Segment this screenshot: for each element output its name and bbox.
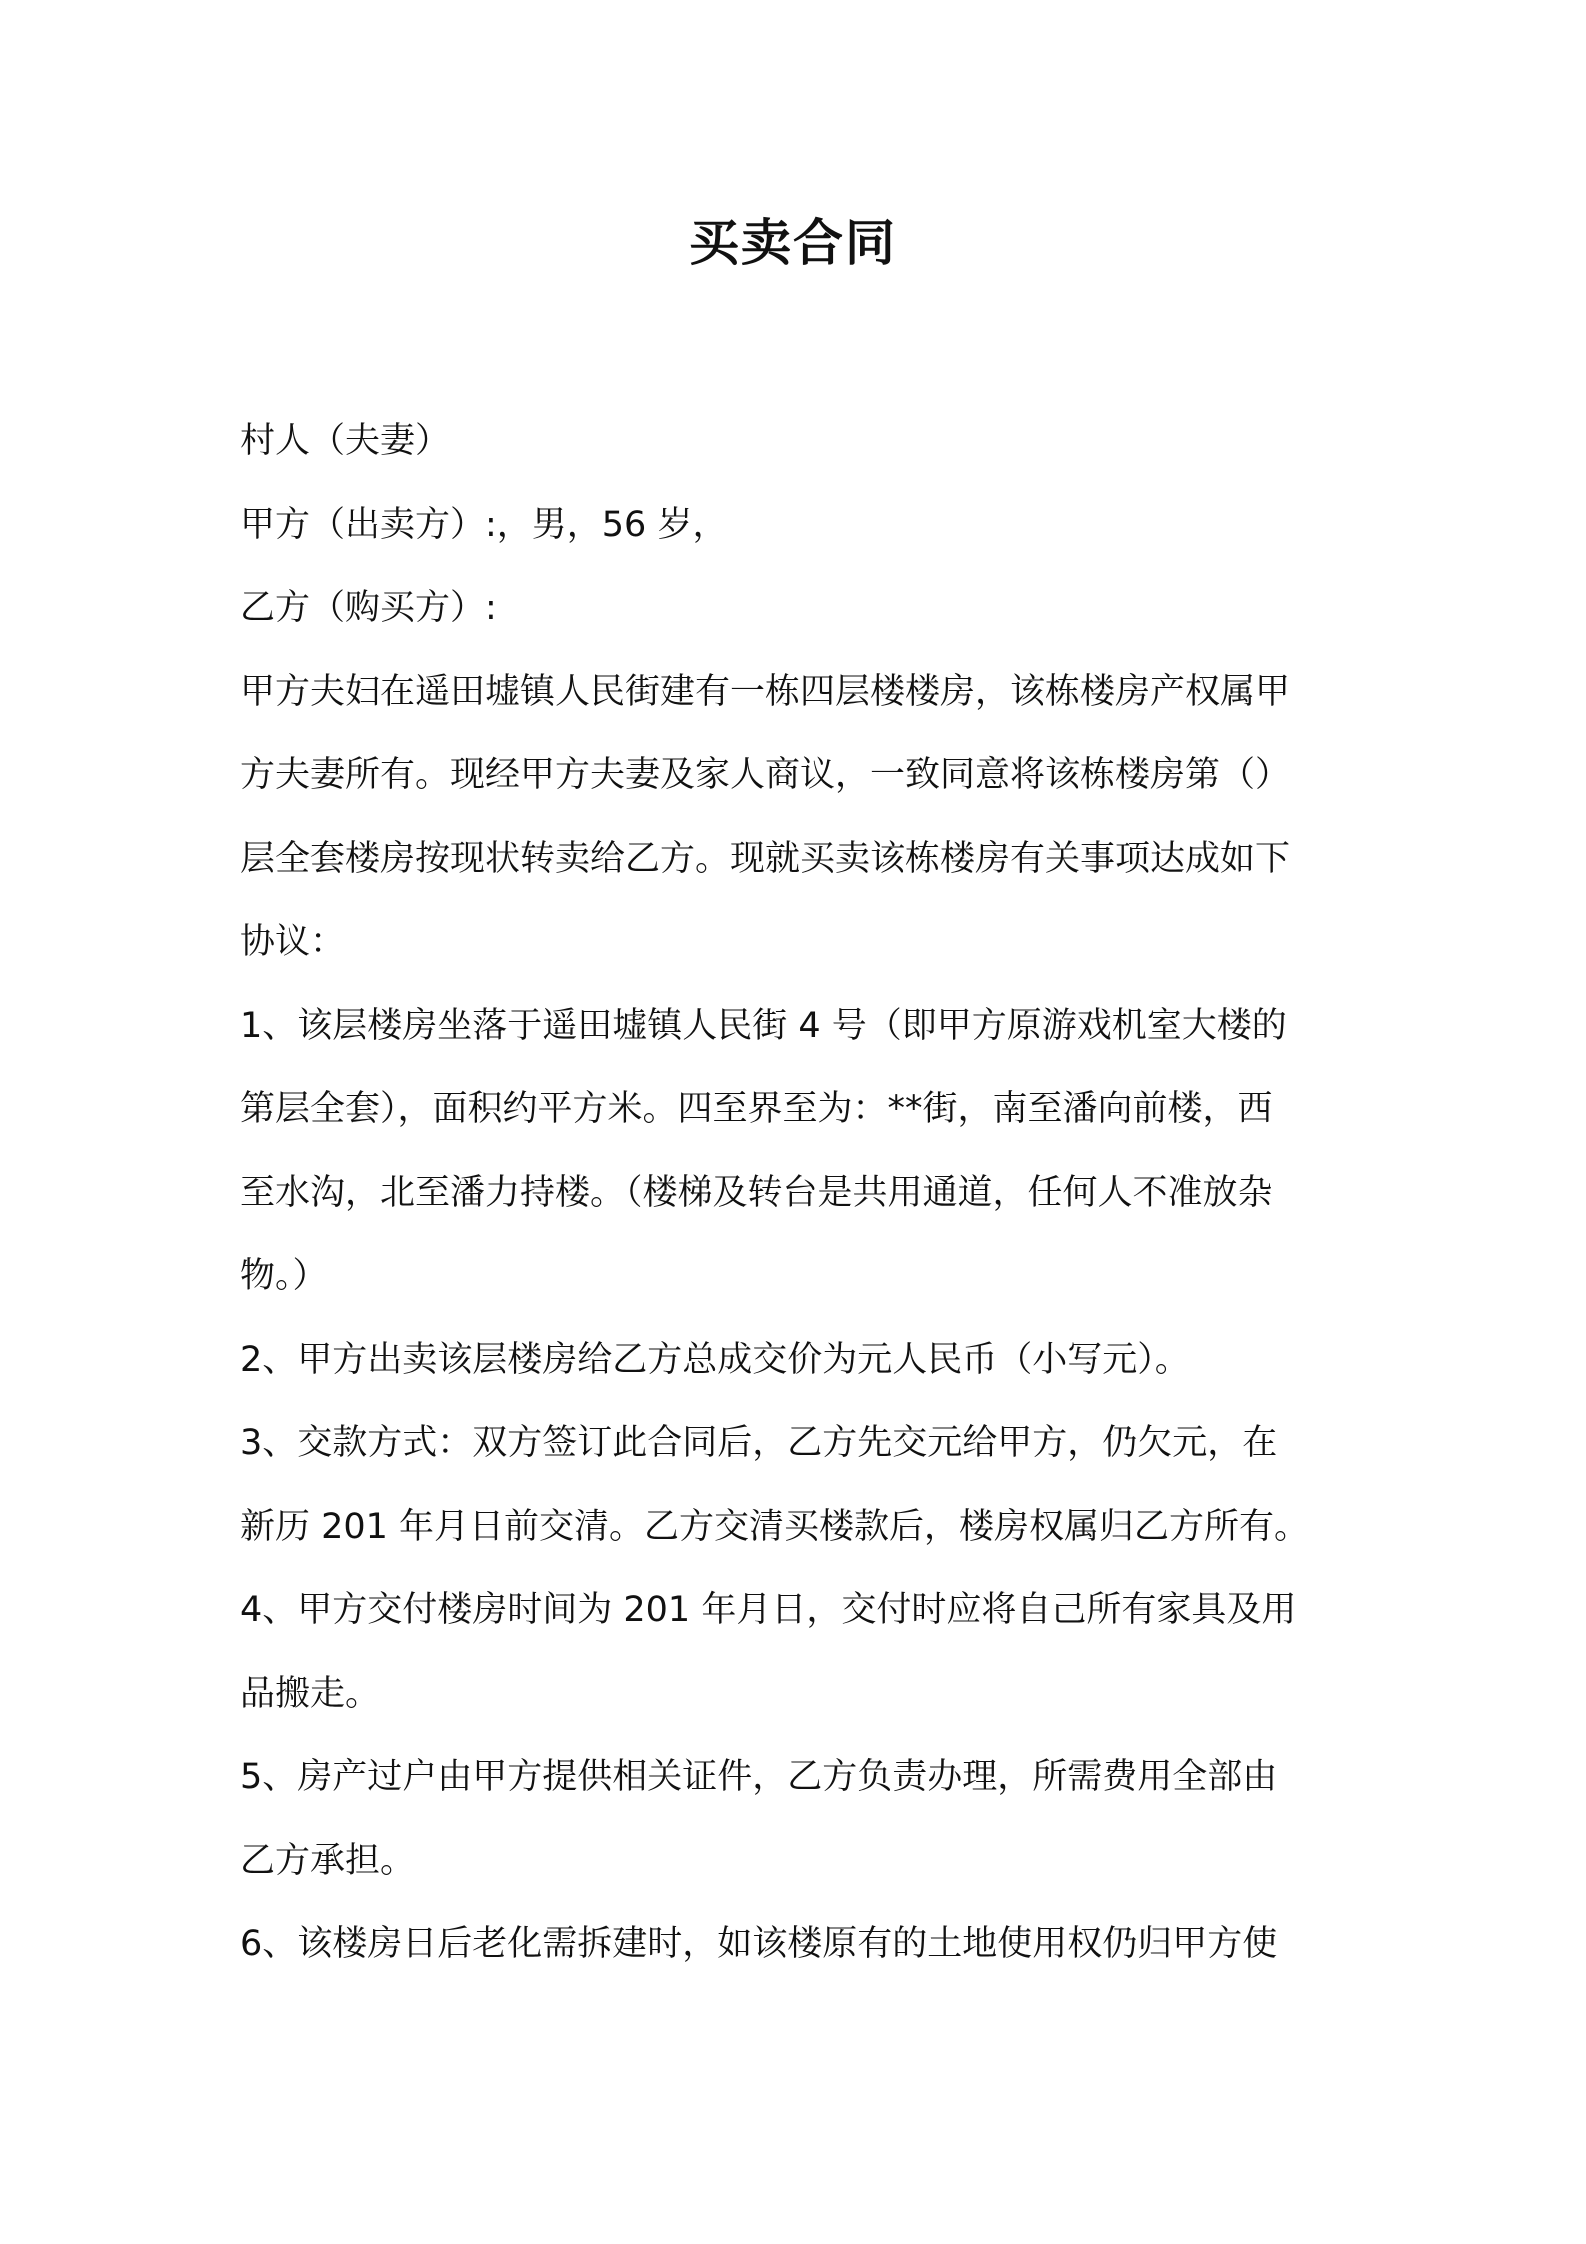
party-intro-line: 村人（夫妻） <box>240 421 451 461</box>
clause-4-line: 品搬走。 <box>240 1673 381 1714</box>
clause-3-line: 新历 201 年月日前交清。乙方交清买楼款后，楼房权属归乙方所有。 <box>240 1506 1310 1547</box>
clause-3-line: 3、交款方式：双方签订此合同后，乙方先交元给甲方，仍欠元，在 <box>240 1423 1278 1463</box>
clause-5-line: 乙方承担。 <box>240 1840 416 1881</box>
clause-4-line: 4、甲方交付楼房时间为 201 年月日，交付时应将自己所有家具及用 <box>240 1590 1297 1630</box>
party-a-line: 甲方（出卖方）:，男，56 岁， <box>240 504 728 545</box>
clause-1-line: 物。） <box>240 1256 328 1296</box>
preamble-line: 方夫妻所有。现经甲方夫妻及家人商议，一致同意将该栋楼房第（） <box>240 755 1291 795</box>
preamble-line: 层全套楼房按现状转卖给乙方。现就买卖该栋楼房有关事项达成如下 <box>240 838 1291 879</box>
document-title: 买卖合同 <box>689 214 897 272</box>
preamble-line: 协议： <box>240 922 346 962</box>
clause-1-line: 至水沟，北至潘力持楼。（楼梯及转台是共用通道，任何人不准放杂 <box>240 1172 1273 1213</box>
preamble-line: 甲方夫妇在遥田墟镇人民街建有一栋四层楼楼房，该栋楼房产权属甲 <box>240 671 1291 712</box>
clause-2-line: 2、甲方出卖该层楼房给乙方总成交价为元人民币（小写元）。 <box>240 1339 1190 1380</box>
clause-5-line: 5、房产过户由甲方提供相关证件，乙方负责办理，所需费用全部由 <box>240 1757 1278 1797</box>
document-body <box>240 400 1350 1987</box>
clause-6-line: 6、该楼房日后老化需拆建时，如该楼原有的土地使用权仍归甲方使 <box>240 1924 1278 1964</box>
clause-1-line: 第层全套），面积约平方米。四至界至为：**街，南至潘向前楼，西 <box>240 1089 1273 1129</box>
clause-1-line: 1、该层楼房坐落于遥田墟镇人民街 4 号（即甲方原游戏机室大楼的 <box>240 1005 1287 1046</box>
party-b-line: 乙方（购买方）: <box>240 588 497 628</box>
